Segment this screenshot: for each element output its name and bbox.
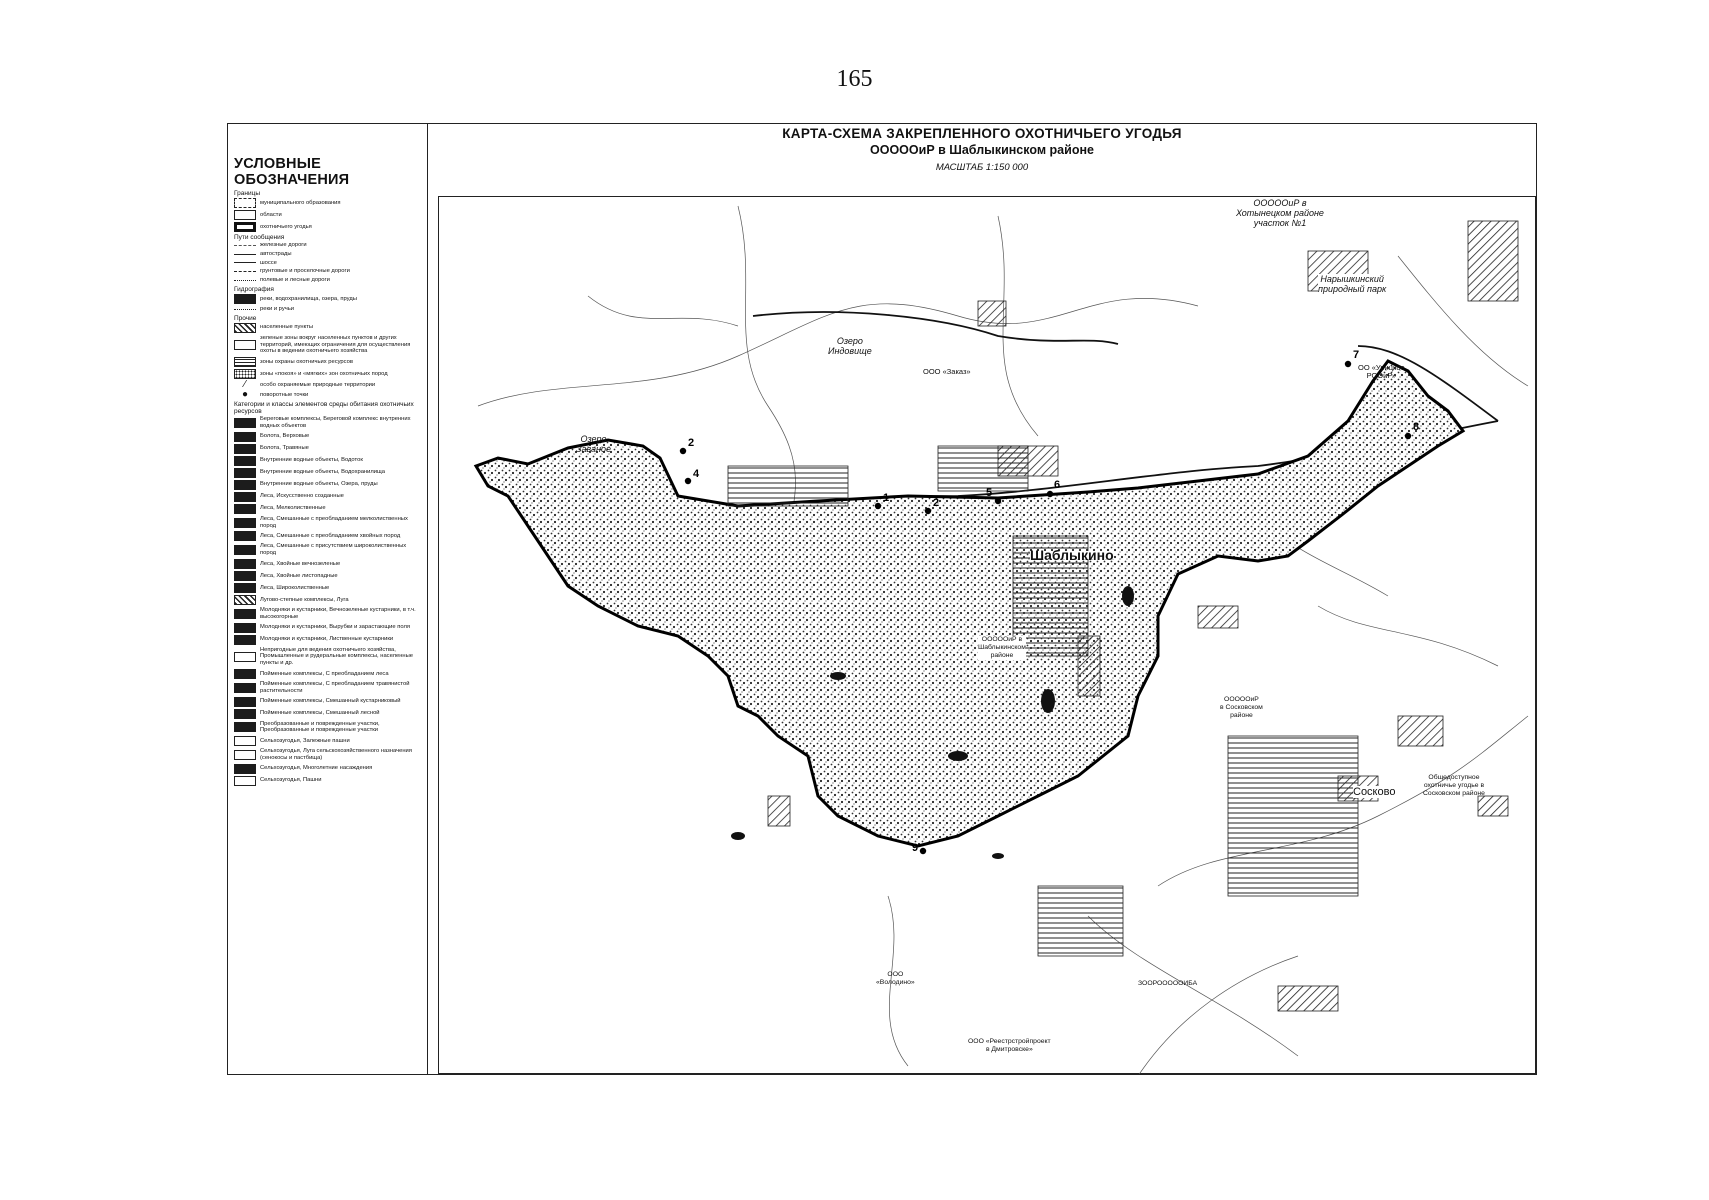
legend-item-label: Непригодные для ведения охотничьего хозяйства, Промышленные и рудеральные комплексы, населенные пункты и др. [260,646,413,667]
legend-swatch: ⁄ [244,379,246,391]
label-lake-zavanoe: Озеро Заваное [576,434,611,454]
legend-swatch [234,432,256,442]
label-hotynets: ОООООиР в Хотынецком районе участок №1 [1236,198,1324,228]
legend-item-label: полевые и лесные дороги [260,277,330,284]
legend-item [234,335,421,355]
turning-point-label: 7 [1353,349,1360,361]
legend-swatch [234,468,256,478]
legend-item [234,381,421,389]
map-frame [438,196,1536,1074]
legend-item [234,260,421,267]
legend-item-label: зоны «покоя» и «мягких» зон охотничьих пород [260,370,388,377]
label-public-area: Общедоступное охотничье угодье в Сосковском районе [1423,774,1485,797]
legend-item [234,571,421,581]
legend-group-heading: Гидрография [234,285,274,293]
turning-point-4 [925,508,931,514]
legend-swatch [234,222,256,232]
legend-item-label: Леса, Хвойные листопадные [260,572,338,579]
legend-item-label: Болота, Травяные [260,445,309,452]
turning-point-1 [875,503,881,509]
legend-item-label: населенные пункты [260,324,314,331]
legend-item-label: Болота, Верховые [260,433,310,440]
legend-item [234,764,421,774]
map-title-block [428,126,1536,173]
label-shablykino-area: ОООООиР в Шаблыкинском районе [978,636,1026,659]
legend-item [234,647,421,667]
label-volodino: ООО «Володино» [876,971,915,986]
legend-item [234,607,421,621]
legend-item-label: зеленые зоны вокруг населенных пунктов и других территорий, имеющих ограничения для осуществления охоты в ведении охотничьего хозяйства [260,334,411,355]
legend-swatch [234,669,256,679]
legend-item [234,595,421,605]
legend-item [234,504,421,514]
legend-group-heading: Прочие [234,314,257,322]
legend-item [234,432,421,442]
legend-item [234,242,421,249]
legend-item [234,583,421,593]
legend-panel [228,124,428,1074]
legend-group-heading: Пути сообщения [234,234,285,241]
legend-item [234,369,421,379]
legend-swatch [234,369,256,379]
legend-swatch [234,776,256,786]
legend-item [234,357,421,367]
legend-item [234,416,421,430]
label-shablykino: Шаблыкино [1030,547,1114,563]
legend-swatch [234,583,256,593]
legend-item [234,681,421,695]
legend-title: УСЛОВНЫЕ ОБОЗНАЧЕНИЯ [234,156,350,188]
turning-point-2 [680,448,686,454]
legend-swatch [234,280,256,281]
legend-item-label: Пойменные комплексы, Смешанный кустарниковый [260,698,401,705]
legend-swatch [234,722,256,732]
turning-point-label: 6 [1054,479,1061,491]
legend-swatch [234,294,256,304]
legend-swatch [234,456,256,466]
legend-swatch [234,480,256,490]
legend-item-label: Внутренние водные объекты, Водохранилища [260,469,385,476]
label-reestrstroy: ООО «Реестрстройпроект в Дмитровске» [968,1038,1051,1053]
legend-item [234,776,421,786]
turning-point-label: 5 [986,487,993,499]
legend-item [234,277,421,284]
map-scale: МАСШТАБ 1:150 000 [935,162,1029,173]
turning-point-7 [1345,361,1351,367]
legend-item [234,516,421,530]
label-soskovo-area: ОООООиР в Сосковском районе [1220,696,1263,719]
legend-item-label: Сельхозугодья, Луга сельскохозяйственного назначения (сенокосы и пастбища) [260,748,412,761]
legend-item-label: Леса, Хвойные вечнозеленые [260,560,341,567]
legend-swatch [234,357,256,367]
label-naryshkino-park: Нарышкинский природный парк [1318,274,1387,294]
turning-point-label: 9 [912,842,919,854]
legend-item-label: Сельхозугодья, Многолетние насаждения [260,765,373,772]
turning-point-9 [920,848,926,854]
label-lake-indovishche: Озеро Индовище [828,336,872,356]
legend-swatch [234,210,256,220]
turning-point-6 [1047,491,1053,497]
legend-item [234,736,421,746]
legend-item [234,294,421,304]
legend-item-label: Леса, Искусственно созданные [260,493,344,500]
legend-item [234,531,421,541]
legend-swatch [234,518,256,528]
legend-swatch [234,323,256,333]
legend-item [234,623,421,633]
legend-item [234,492,421,502]
legend-group-heading: Границы [234,190,260,197]
legend-item-label: Сельхозугодья, Залежные пашни [260,737,350,744]
legend-swatch: ● [241,389,249,401]
legend-item-label: Молодняки и кустарники, Лиственные кустарники [260,636,394,643]
legend-item-label: Пойменные комплексы, С преобладанием леса [260,670,389,677]
label-urickoe: ОО «Урицкое РООиР» [1358,363,1405,380]
legend-swatch [234,198,256,208]
legend-item [234,444,421,454]
legend-item-label: автострады [260,250,292,257]
legend-item [234,222,421,232]
legend-swatch [234,271,256,272]
legend-group-heading: Категории и классы элементов среды обитания охотничьих ресурсов [234,401,414,416]
legend-swatch [234,559,256,569]
legend-item-label: Молодняки и кустарники, Вечнозеленые кустарники, в т.ч. высокогорные [260,606,416,620]
legend-item-label: Лугово-степные комплексы, Луга [260,596,349,603]
legend-swatch [234,309,256,310]
legend-item-label: Леса, Мелколиственные [260,505,326,512]
legend-item-label: зоны охраны охотничьих ресурсов [260,358,353,365]
map-canvas [438,196,1536,1074]
legend-swatch [234,492,256,502]
legend-item [234,306,421,313]
legend-swatch [234,262,256,263]
legend-item [234,456,421,466]
legend-swatch [234,652,256,662]
legend-swatch [234,254,256,255]
legend-item-label: Леса, Смешанные с преобладанием мелколиственных пород [260,515,408,529]
legend-item-label: особо охраняемые природные территории [260,381,376,388]
legend-swatch [234,245,256,246]
legend-swatch [234,750,256,760]
legend-item [234,251,421,258]
legend-swatch [234,418,256,428]
legend-item-label: железные дороги [260,242,307,248]
map-sheet [227,123,1537,1075]
legend-swatch [234,764,256,774]
turning-point-label: 8 [1413,421,1420,433]
legend-item [234,697,421,707]
legend-item [234,559,421,569]
legend-swatch [234,340,256,350]
legend-swatch [234,504,256,514]
legend-item-label: Внутренние водные объекты, Водоток [260,457,363,464]
legend-swatch [234,709,256,719]
legend-item-label: Молодняки и кустарники, Вырубки и зарастающие поля [260,624,410,631]
legend-swatch [234,623,256,633]
legend-item [234,721,421,735]
legend-item [234,635,421,645]
map-title: КАРТА-СХЕМА ЗАКРЕПЛЕННОГО ОХОТНИЧЬЕГО УГОДЬЯ [782,126,1182,141]
legend-item-label: Преобразованные и поврежденные участки, Преобразованные и поврежденные участки [260,720,380,734]
legend-swatch [234,571,256,581]
legend-item [234,210,421,220]
legend-item-label: охотничьего угодья [260,223,312,230]
legend-item [234,480,421,490]
turning-point-5 [995,498,1001,504]
legend-item [234,268,421,275]
legend-swatch [234,595,256,605]
legend-item [234,543,421,557]
turning-point-8 [1405,433,1411,439]
legend-item-label: Береговые комплексы, Береговой комплекс внутренних водных объектов [260,416,411,429]
legend-item-label: поворотные точки [260,391,309,398]
legend-item-label: Леса, Широколиственные [260,584,330,591]
turning-point-label: 2 [933,497,940,509]
legend-swatch [234,531,256,541]
label-zoo: ЗООРОООООИБА [1138,980,1198,987]
legend-item-label: Внутренние водные объекты, Озера, пруды [260,481,378,488]
page-number: 165 [836,66,873,92]
legend-item-label: шоссе [260,259,277,266]
legend-item-label: Сельхозугодья, Пашни [260,777,322,784]
legend-item [234,669,421,679]
legend-item-label: Леса, Смешанные с присутствием широколиственных пород [260,543,407,557]
legend-swatch [234,444,256,454]
legend-item-label: муниципального образования [260,199,341,206]
legend-item [234,709,421,719]
turning-point-label: 4 [693,468,700,480]
legend-item [234,468,421,478]
legend-item [234,198,421,208]
map-subtitle: ОООООиР в Шаблыкинском районе [870,143,1094,157]
legend-body [234,190,421,786]
legend-swatch [234,697,256,707]
legend-swatch [234,545,256,555]
legend-swatch [234,736,256,746]
legend-item [234,323,421,333]
legend-swatch [234,635,256,645]
legend-item-label: грунтовые и проселочные дороги [260,268,350,275]
turning-point-label: 1 [883,492,890,504]
legend-item-label: реки и ручьи [260,305,295,312]
legend-item-label: Леса, Смешанные с преобладанием хвойных пород [260,532,401,539]
legend-item-label: реки, водохранилища, озера, пруды [260,295,357,302]
legend-item [234,391,421,399]
legend-swatch [234,609,256,619]
legend-item-label: области [260,211,282,218]
legend-swatch [234,683,256,693]
legend-item [234,748,421,762]
legend-item-label: Пойменные комплексы, Смешанный лесной [260,710,380,717]
label-zakaz: ООО «Заказ» [923,367,971,376]
label-soskovo: Сосково [1353,786,1396,798]
legend-item-label: Пойменные комплексы, С преобладанием травянистой растительности [260,680,410,694]
turning-point-label: 2 [688,437,695,449]
turning-point-3 [685,478,691,484]
